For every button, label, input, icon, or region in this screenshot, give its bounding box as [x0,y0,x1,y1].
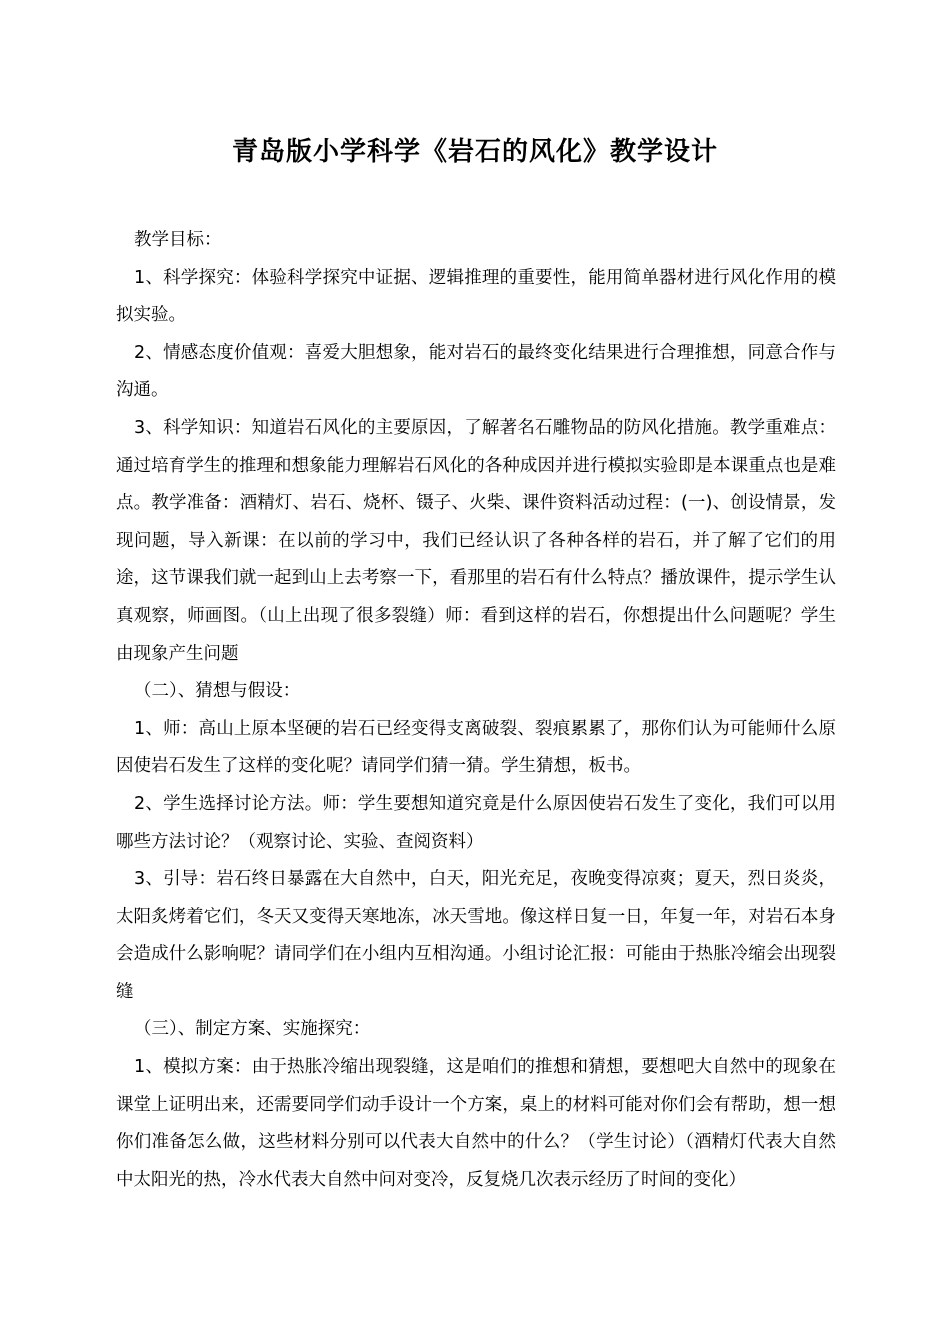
paragraph-objectives-heading: 教学目标： [134,230,222,250]
paragraph-section-2-item-1: 1、师：高山上原本坚硬的岩石已经变得支离破裂、裂痕累累了，那你们认为可能师什么原因使岩石发生了这样的变化呢？请同学们猜一猜。学生猜想，板书。 [116,718,836,777]
paragraph-objective-1: 1、科学探究：体验科学探究中证据、逻辑推理的重要性，能用简单器材进行风化作用的模拟实验。 [116,267,836,326]
document-body [116,222,836,1199]
paragraph-section-2-item-3: 3、引导：岩石终日暴露在大自然中，白天，阳光充足，夜晚变得凉爽；夏天，烈日炎炎，太阳炙烤着它们，冬天又变得天寒地冻，冰天雪地。像这样日复一日，年复一年，对岩石本身会造成什么影响呢？请同学们在小组内互相沟通。小组讨论汇报：可能由于热胀冷缩会出现裂缝 [116,869,836,1002]
paragraph-section-3-heading: （三）、制定方案、实施探究： [134,1019,371,1040]
paragraph-section-2-heading: （二）、猜想与假设： [134,681,301,702]
paragraph-section-2-item-2: 2、学生选择讨论方法。师：学生要想知道究竟是什么原因使岩石发生了变化，我们可以用哪些方法讨论？（观察讨论、实验、查阅资料） [116,793,836,852]
paragraph-section-3-item-1: 1、模拟方案：由于热胀冷缩出现裂缝，这是咱们的推想和猜想，要想吧大自然中的现象在课堂上证明出来，还需要同学们动手设计一个方案，桌上的材料可能对你们会有帮助，想一想你们准备怎么做，这些材料分别可以代表大自然中的什么？（学生讨论）（酒精灯代表大自然中太阳光的热，冷水代表大自然中问对变冷，反复烧几次表示经历了时间的变化） [116,1057,836,1190]
document-title: 青岛版小学科学《岩石的风化》教学设计 [231,137,718,167]
paragraph-objective-3: 3、科学知识：知道岩石风化的主要原因，了解著名石雕物品的防风化措施。教学重难点：通过培育学生的推理和想象能力理解岩石风化的各种成因并进行模拟实验即是本课重点也是难点。教学准备：酒精灯、岩石、烧杯、镊子、火柴、课件资料活动过程：(一)、创设情景，发现问题，导入新课：在以前的学习中，我们已经认识了各种各样的岩石，并了解了它们的用途，这节课我们就一起到山上去考察一下，看那里的岩石有什么特点？播放课件，提示学生认真观察，师画图。（山上出现了很多裂缝）师：看到这样的岩石，你想提出什么问题呢？学生由现象产生问题 [116,417,836,664]
paragraph-objective-2: 2、情感态度价值观：喜爱大胆想象，能对岩石的最终变化结果进行合理推想，同意合作与沟通。 [116,342,836,401]
